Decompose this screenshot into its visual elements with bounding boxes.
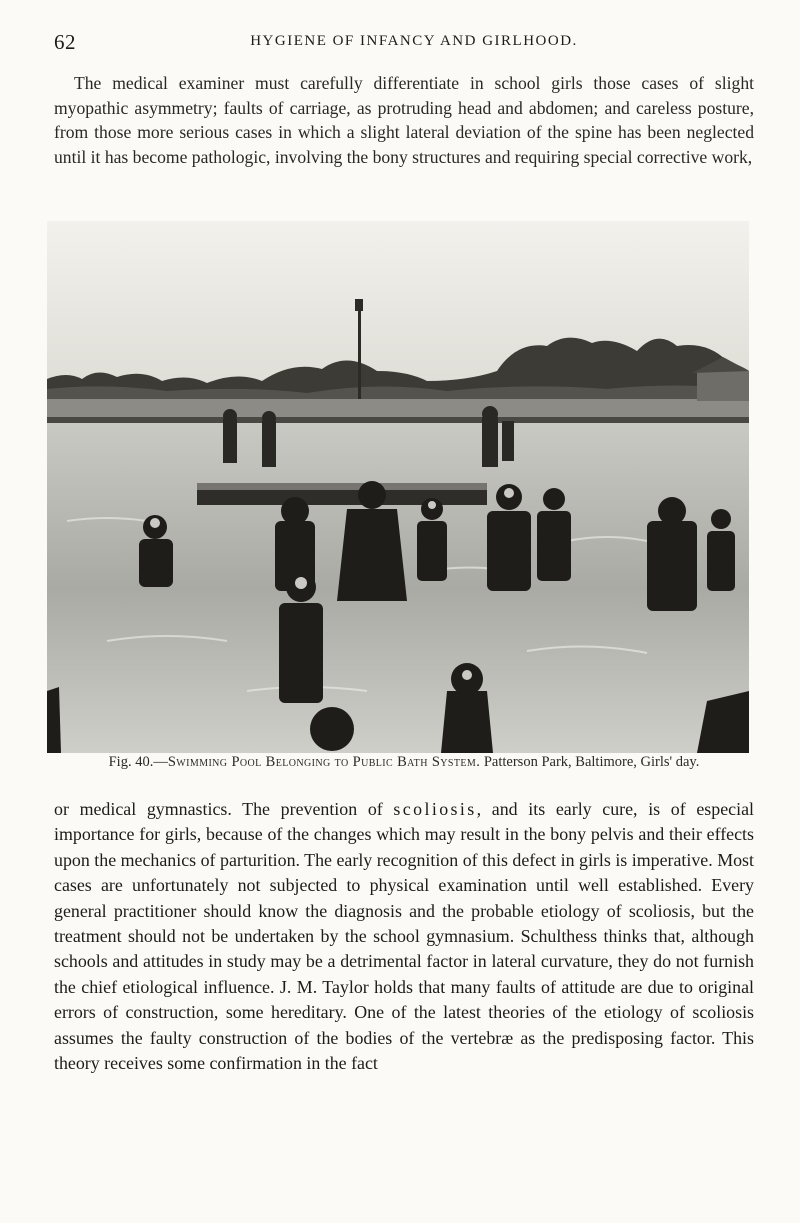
figure-photograph <box>47 221 749 772</box>
page-number: 62 <box>54 30 76 54</box>
paragraph-top-text: The medical examiner must carefully differentiate in school girls those cases of slight myopathic asymmetry; faults of carriage, as protruding head and abdomen; and careless posture, from those more serious cases in which a slight lateral deviation of the spine has been neglected until it has become pathologic, involving the bony structures and requiring special corrective work, <box>54 73 754 167</box>
running-head <box>54 30 754 54</box>
caption-dash: — <box>153 754 168 770</box>
caption-fig-label: Fig. 40. <box>108 754 154 770</box>
figure-caption <box>54 754 754 772</box>
caption-title: Swimming Pool Belonging to Public Bath System. <box>167 754 481 770</box>
running-title: HYGIENE OF INFANCY AND GIRLHOOD. <box>250 33 578 49</box>
swimming-pool-photo <box>47 221 749 753</box>
paragraph-bottom-start: or medical gymnastics. The prevention of <box>54 799 394 819</box>
paragraph-bottom-rest: , and its early cure, is of especial importance for girls, because of the changes which may result in the bony pelvis and their effects upon the mechanics of parturition. The early recognition of this defect in girls is imperative. Most cases are unfortunately not subjected to physical examination until well established. Every general practitioner should know the diagnosis and the probable etiology of scoliosis, but the treatment should not be undertaken by the school gymnasium. Schulthess thinks that, although schools and attitudes in study may be a detrimental factor in lateral curvature, they do not furnish the chief etiological influence. J. M. Taylor holds that many faults of attitude are due to original errors of construction, some hereditary. One of the latest theories of the etiology of scoliosis assumes the faulty construction of the bodies of the vertebræ as the predisposing factor. This theory receives some confirmation in the fact <box>54 799 754 1074</box>
paragraph-top <box>54 71 754 169</box>
paragraph-bottom-spaced-word: scoliosis <box>393 799 477 819</box>
caption-location: Patterson Park, Baltimore, Girls' day. <box>483 754 700 770</box>
paragraph-bottom <box>54 797 754 1076</box>
